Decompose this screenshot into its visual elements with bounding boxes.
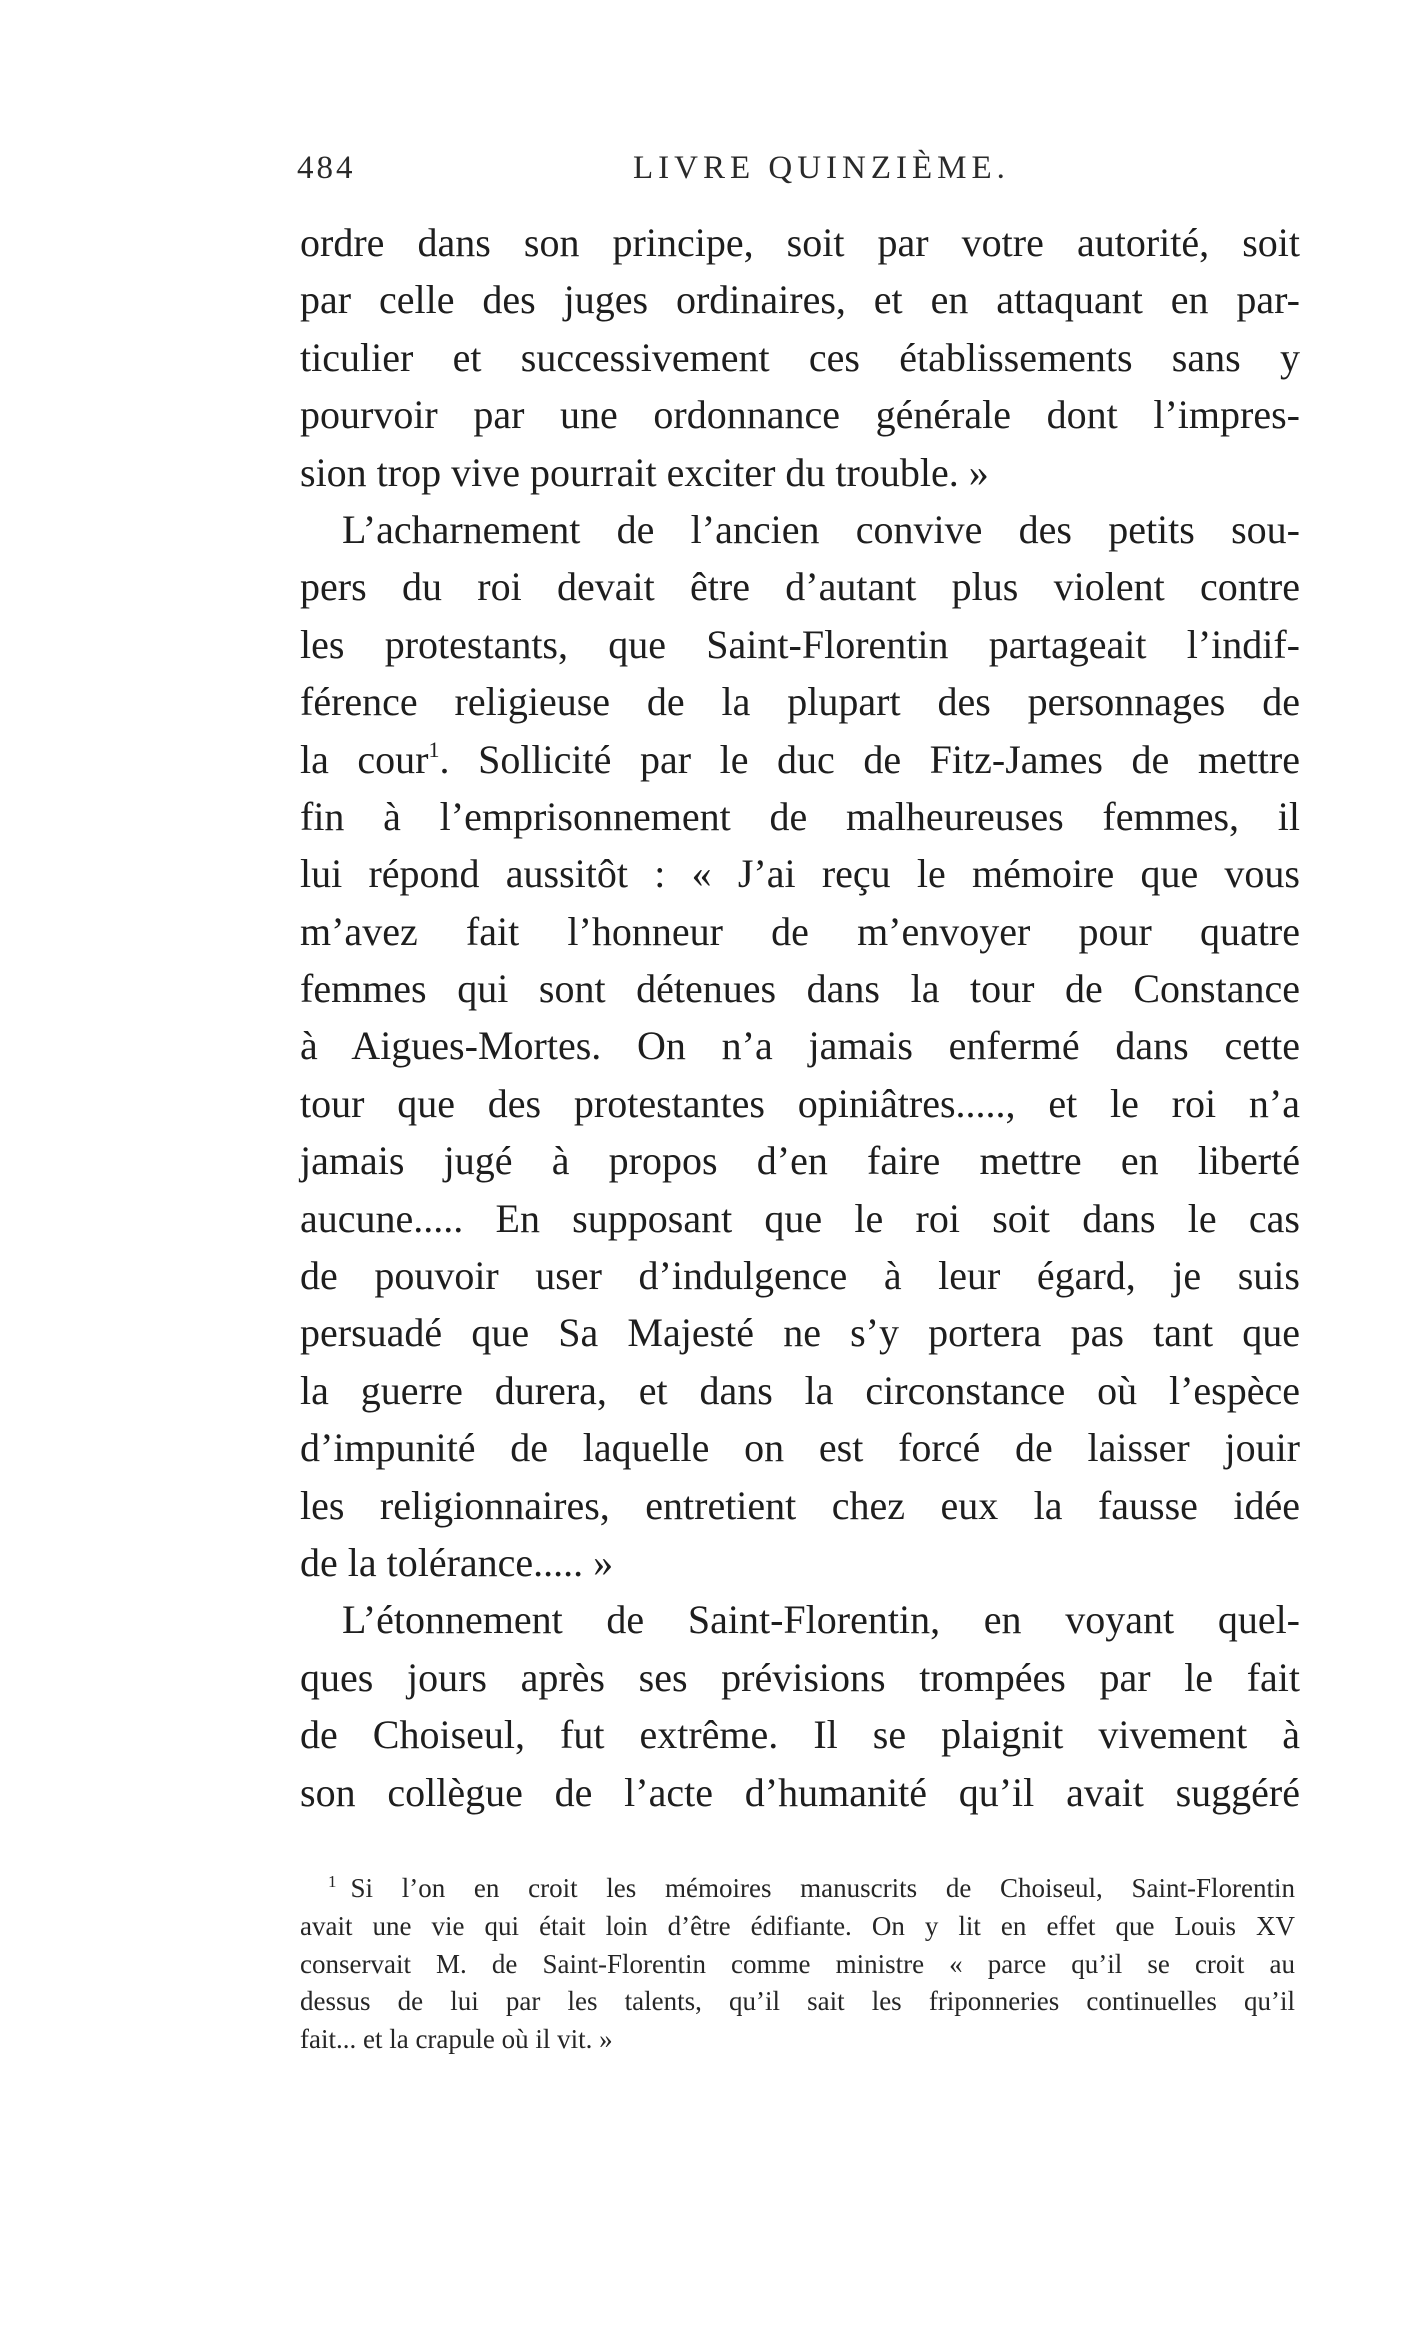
text-line: tour que des protestantes opiniâtres....., et le roi n’a xyxy=(300,1080,1300,1126)
text-line: par celle des juges ordinaires, et en attaquant en par- xyxy=(300,277,1300,323)
text-line: pourvoir par une ordonnance générale dont l’impres- xyxy=(300,392,1300,438)
text-line: L’étonnement de Saint-Florentin, en voyant quel- xyxy=(342,1597,1300,1643)
running-head xyxy=(297,150,1272,190)
text-line: m’avez fait l’honneur de m’envoyer pour quatre xyxy=(300,908,1300,954)
text-line: fin à l’emprisonnement de malheureuses femmes, il xyxy=(300,793,1300,839)
text-line: sion trop vive pourrait exciter du trouble. » xyxy=(300,449,989,495)
text-line: à Aigues-Mortes. On n’a jamais enfermé dans cette xyxy=(300,1023,1300,1069)
text-line: ordre dans son principe, soit par votre autorité, soit xyxy=(300,220,1300,265)
body-text xyxy=(300,214,1300,1821)
text-line: les protestants, que Saint-Florentin partageait l’indif- xyxy=(300,621,1300,667)
footnote-reference[interactable]: 1 xyxy=(428,736,440,762)
text-line: aucune..... En supposant que le roi soit dans le cas xyxy=(300,1195,1300,1241)
text-line: persuadé que Sa Majesté ne s’y portera pas tant que xyxy=(300,1310,1300,1356)
text-line: son collègue de l’acte d’humanité qu’il avait suggéré xyxy=(300,1769,1300,1815)
book-title: LIVRE QUINZIÈME. xyxy=(633,150,1010,186)
footnote-line: dessus de lui par les talents, qu’il sait les friponneries continuelles qu’il xyxy=(300,1986,1295,2017)
text-line: ques jours après ses prévisions trompées par le fait xyxy=(300,1654,1300,1700)
text-fragment: la cour xyxy=(300,736,429,782)
text-line: L’acharnement de l’ancien convive des petits sou- xyxy=(342,506,1300,552)
footnote-line: fait... et la crapule où il vit. » xyxy=(300,2024,613,2055)
text-line: femmes qui sont détenues dans la tour de Constance xyxy=(300,966,1300,1012)
text-line: les religionnaires, entretient chez eux la fausse idée xyxy=(300,1482,1300,1528)
text-line: ticulier et successivement ces établissements sans y xyxy=(300,334,1300,380)
text-line: de Choiseul, fut extrême. Il se plaignit vivement à xyxy=(300,1712,1300,1758)
text-line: lui répond aussitôt : « J’ai reçu le mémoire que vous xyxy=(300,851,1300,897)
text-line: d’impunité de laquelle on est forcé de laisser jouir xyxy=(300,1425,1300,1471)
footnote-line xyxy=(300,1870,1295,1908)
footnote-line: avait une vie qui était loin d’être édifiante. On y lit en effet que Louis XV xyxy=(300,1910,1295,1941)
text-line: pers du roi devait être d’autant plus violent contre xyxy=(300,564,1300,610)
text-line: de pouvoir user d’indulgence à leur égard, je suis xyxy=(300,1253,1300,1299)
text-line: jamais jugé à propos d’en faire mettre en liberté xyxy=(300,1138,1300,1184)
footnote-line: conservait M. de Saint-Florentin comme ministre « parce qu’il se croit au xyxy=(300,1948,1295,1979)
text-line-with-note xyxy=(300,731,1300,788)
footnote-text: Si l’on en croit les mémoires manuscrits de Choiseul, Saint-Florentin xyxy=(350,1873,1295,1903)
text-line: de la tolérance..... » xyxy=(300,1539,614,1585)
text-line: férence religieuse de la plupart des personnages de xyxy=(300,679,1300,725)
footnote-marker: 1 xyxy=(328,1872,337,1891)
text-fragment: . Sollicité par le duc de Fitz-James de mettre xyxy=(439,736,1300,782)
text-line: la guerre durera, et dans la circonstance où l’espèce xyxy=(300,1367,1300,1413)
footnotes xyxy=(300,1870,1295,2059)
page-number: 484 xyxy=(297,150,356,186)
